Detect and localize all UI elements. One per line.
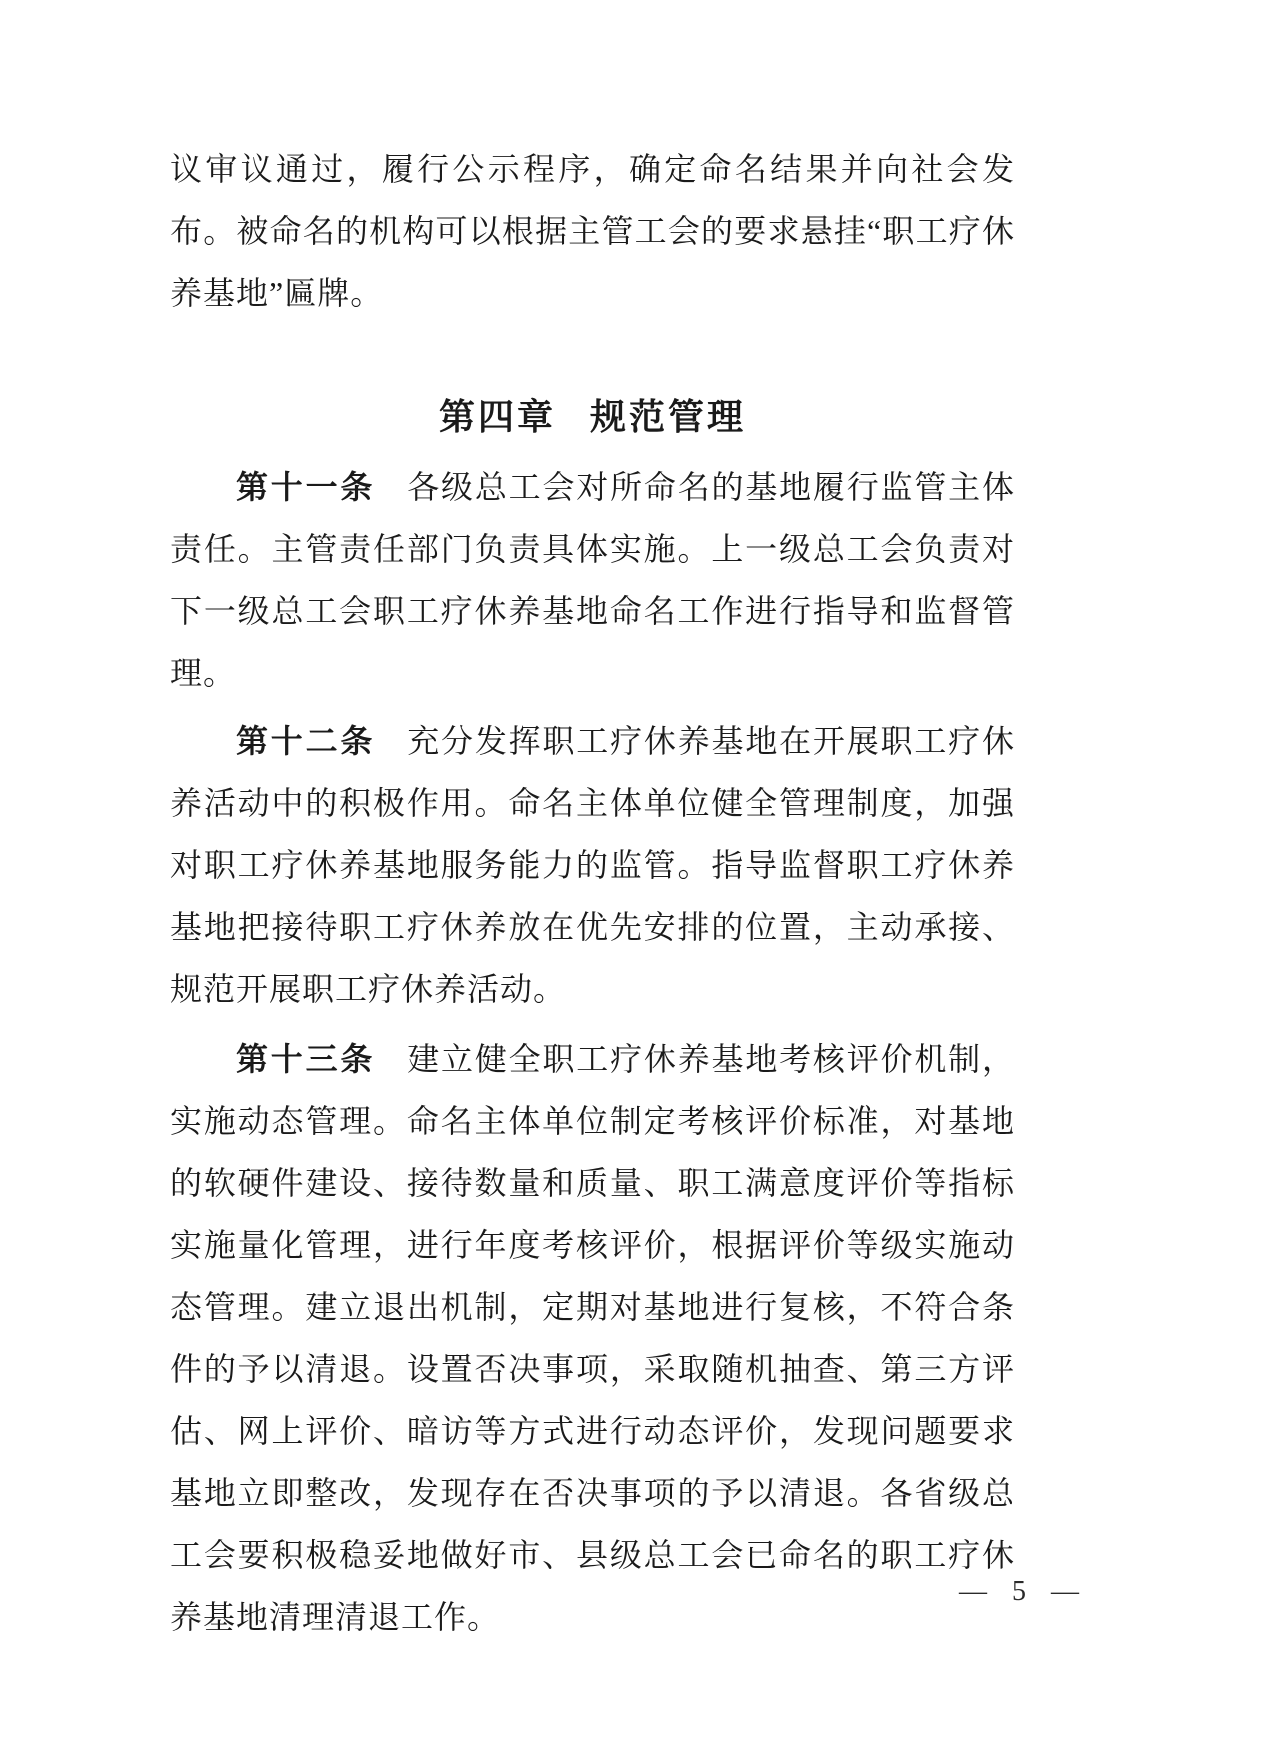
article-11-number: 第十一条 bbox=[236, 469, 376, 505]
article-13-number: 第十三条 bbox=[236, 1041, 376, 1077]
article-11-paragraph bbox=[170, 456, 1015, 704]
article-12-paragraph bbox=[170, 710, 1015, 1020]
chapter-heading bbox=[170, 382, 1015, 452]
article-12-number: 第十二条 bbox=[236, 723, 376, 759]
document-body bbox=[170, 138, 1015, 1648]
article-13-paragraph bbox=[170, 1028, 1015, 1648]
continuation-paragraph: 议审议通过，履行公示程序，确定命名结果并向社会发布。被命名的机构可以根据主管工会的要求悬挂“职工疗休养基地”匾牌。 bbox=[170, 151, 1015, 311]
chapter-number: 第四章 bbox=[438, 396, 556, 437]
article-12-text: 充分发挥职工疗休养基地在开展职工疗休养活动中的积极作用。命名主体单位健全管理制度，加强对职工疗休养基地服务能力的监管。指导监督职工疗休养基地把接待职工疗休养放在优先安排的位置，主动承接、规范开展职工疗休养活动。 bbox=[170, 723, 1015, 1007]
chapter-title: 规范管理 bbox=[590, 396, 747, 437]
article-13-text: 建立健全职工疗休养基地考核评价机制，实施动态管理。命名主体单位制定考核评价标准，对基地的软硬件建设、接待数量和质量、职工满意度评价等指标实施量化管理，进行年度考核评价，根据评价等级实施动态管理。建立退出机制，定期对基地进行复核，不符合条件的予以清退。设置否决事项，采取随机抽查、第三方评估、网上评价、暗访等方式进行动态评价，发现问题要求基地立即整改，发现存在否决事项的予以清退。各省级总工会要积极稳妥地做好市、县级总工会已命名的职工疗休养基地清理清退工作。 bbox=[170, 1041, 1015, 1635]
page-number: — 5 — bbox=[959, 1576, 1081, 1607]
article-11-text: 各级总工会对所命名的基地履行监管主体责任。主管责任部门负责具体实施。上一级总工会负责对下一级总工会职工疗休养基地命名工作进行指导和监督管理。 bbox=[170, 469, 1015, 691]
